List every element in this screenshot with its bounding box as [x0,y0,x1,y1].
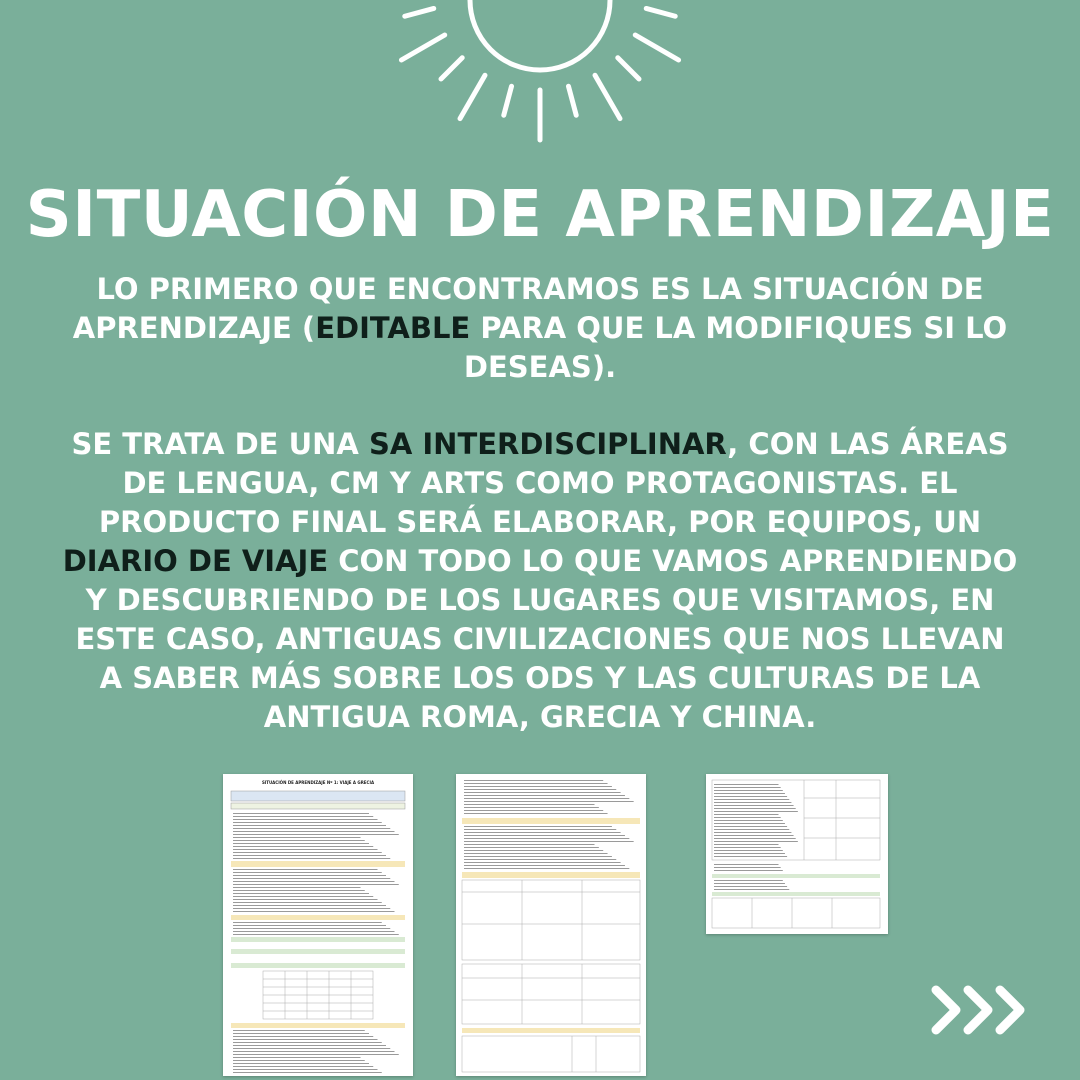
diario-de-viaje-highlight: DIARIO DE VIAJE [62,544,329,578]
desc-text-3: CON TODO LO QUE VAMOS APRENDIENDO Y DESCUBRIENDO DE LOS LUGARES QUE VISITAMOS, EN ESTE CASO, ANTIGUAS CIVILIZACIONES QUE NOS LLEVAN A SABER MÁS SOBRE LOS ODS Y LAS CULTURAS DE LA ANTIGUA ROMA, GRECIA Y CHINA. [75,544,1018,734]
sa-interdisciplinar-highlight: SA INTERDISCIPLINAR [368,427,728,461]
desc-text-2: , CON LAS ÁREAS DE LENGUA, CM Y ARTS COMO PROTAGONISTAS. EL PRODUCTO FINAL SERÁ ELABORAR, POR EQUIPOS, UN [98,427,1009,539]
intro-paragraph [60,270,1020,387]
sunburst-icon [0,0,1080,150]
intro-text-2: PARA QUE LA MODIFIQUES SI LO DESEAS). [463,311,1008,384]
intro-text-1: LO PRIMERO QUE ENCONTRAMOS ES LA SITUACIÓN DE APRENDIZAJE ( [72,272,984,345]
page-title: SITUACIÓN DE APRENDIZAJE [25,178,1055,252]
document-preview-heading: SITUACIÓN DE APRENDIZAJE Nº 1: VIAJE A GRECIA [261,780,375,785]
document-preview-3 [706,774,888,934]
editable-highlight: EDITABLE [315,311,471,345]
document-preview-1 [223,774,413,1076]
desc-text-1: SE TRATA DE UNA [71,427,369,461]
document-preview-2 [456,774,646,1076]
document-preview-1-content [223,787,413,1076]
description-paragraph [60,425,1020,737]
triple-chevron-right-icon[interactable] [928,980,1032,1040]
